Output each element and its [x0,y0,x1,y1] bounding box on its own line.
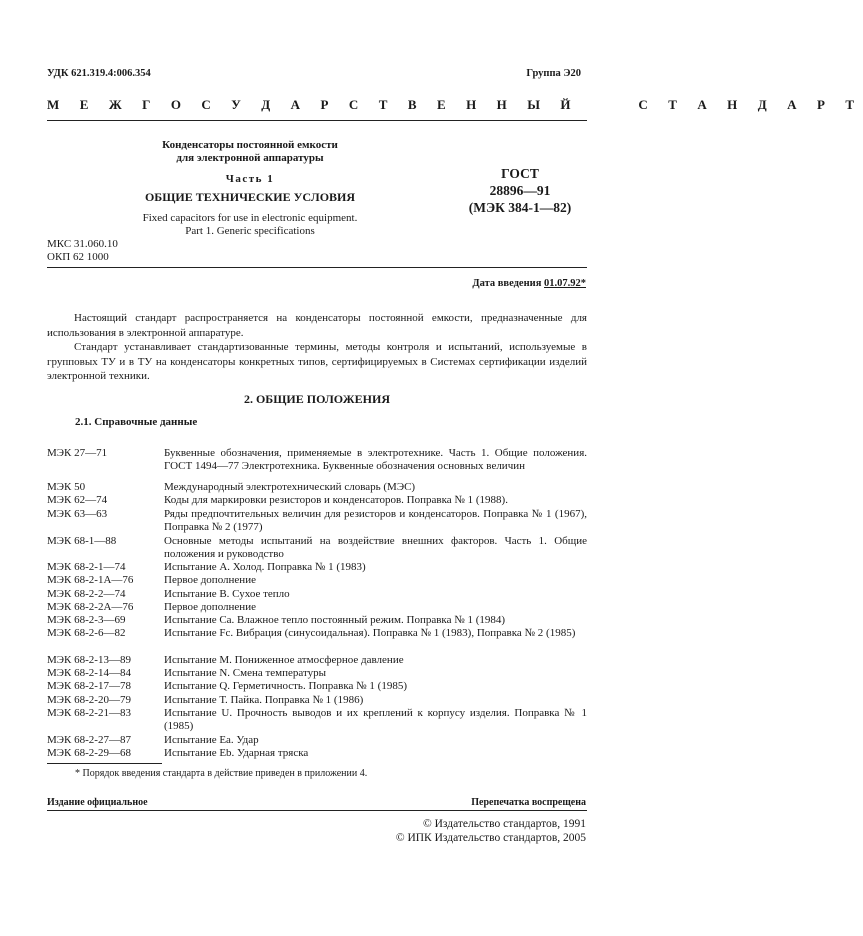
reference-description: Испытание Еb. Ударная тряска [164,747,309,759]
reference-code: МЭК 50 [47,481,86,493]
reprint-notice: Перепечатка воспрещена [471,797,586,808]
reference-description: Буквенные обозначения, применяемые в электротехнике. Часть 1. Общие положения. ГОСТ 1494—77 Электротехника. Буквенные обозначения основных величин [164,447,587,472]
reference-code: МЭК 68-2-3—69 [47,614,126,626]
reference-description: Ряды предпочтительных величин для резисторов и конденсаторов. Поправка № 1 (1967), Поправка № 2 (1977) [164,508,587,533]
reference-description: Международный электротехнический словарь (МЭС) [164,481,416,493]
okp-code: ОКП 62 1000 [47,251,109,263]
copyright-2: © ИПК Издательство стандартов, 2005 [395,832,586,844]
mks-code: МКС 31.060.10 [47,238,118,250]
reference-code: МЭК 68-2-14—84 [47,667,131,679]
english-title-2: Part 1. Generic specifications [185,225,315,237]
reference-code: МЭК 68-2-6—82 [47,627,126,639]
header-divider [47,120,587,121]
reference-code: МЭК 68-2-2А—76 [47,601,134,613]
reference-description: Первое дополнение [164,601,256,613]
paragraph-terms: Стандарт устанавливает стандартизованные термины, методы контроля и испытаний, используемые в групповых ТУ и в ТУ на конденсаторы конкретных типов, сертифицируемых в Системах сертификации изделий электронной техники. [47,341,587,382]
reference-code: МЭК 68-2-17—78 [47,680,131,692]
intro-date-label: Дата введения [472,278,542,289]
reference-description: Испытание В. Сухое тепло [164,588,290,600]
intro-date-value: 01.07.92* [544,278,586,289]
reference-description: Первое дополнение [164,574,256,586]
reference-code: МЭК 68-2-1—74 [47,561,126,573]
footer-divider [47,810,587,811]
title-line-1: Конденсаторы постоянной емкости [162,139,338,151]
gost-label: ГОСТ [501,166,539,181]
part-label: Часть 1 [225,173,275,185]
group-code: Группа Э20 [526,68,581,79]
reference-code: МЭК 68-2-29—68 [47,747,131,759]
copyright-1: © Издательство стандартов, 1991 [422,818,586,830]
iec-number: (МЭК 384-1—82) [468,200,572,215]
footnote: * Порядок введения стандарта в действие приведен в приложении 4. [75,768,368,779]
reference-description: Коды для маркировки резисторов и конденсаторов. Поправка № 1 (1988). [164,494,508,506]
reference-description: Испытание U. Прочность выводов и их креплений к корпусу изделия. Поправка № 1 (1985) [164,707,587,732]
reference-description: Испытание М. Пониженное атмосферное давление [164,654,404,666]
interstate-standard-heading: М Е Ж Г О С У Д А Р С Т В Е Н Н Ы Й С Т А Н Д А Р Т [47,97,863,112]
footnote-divider [47,763,162,764]
intro-date [472,278,586,289]
reference-code: МЭК 62—74 [47,494,108,506]
title-line-2: для электронной аппаратуры [176,152,324,164]
reference-code: МЭК 68-2-1А—76 [47,574,134,586]
general-title: ОБЩИЕ ТЕХНИЧЕСКИЕ УСЛОВИЯ [144,190,356,204]
reference-code: МЭК 68-2-27—87 [47,734,131,746]
reference-code: МЭК 68-2-21—83 [47,707,131,719]
reference-code: МЭК 68-2-13—89 [47,654,131,666]
reference-description: Испытание Еа. Удар [164,734,259,746]
title-divider [47,267,587,268]
reference-description: Испытание N. Смена температуры [164,667,327,679]
subsection-heading: 2.1. Справочные данные [75,416,198,428]
gost-number: 28896—91 [489,183,551,198]
reference-code: МЭК 68-1—88 [47,535,117,547]
reference-description: Основные методы испытаний на воздействие внешних факторов. Часть 1. Общие положения и руководство [164,535,587,560]
official-edition: Издание официальное [47,797,148,808]
reference-code: МЭК 63—63 [47,508,108,520]
reference-code: МЭК 68-2-2—74 [47,588,126,600]
paragraph-scope: Настоящий стандарт распространяется на конденсаторы постоянной емкости, предназначенные для использования в электронной аппаратуре. [47,312,587,339]
section-heading: 2. ОБЩИЕ ПОЛОЖЕНИЯ [243,392,391,406]
reference-description: Испытание Q. Герметичность. Поправка № 1 (1985) [164,680,407,692]
reference-code: МЭК 27—71 [47,447,108,459]
reference-code: МЭК 68-2-20—79 [47,694,131,706]
english-title-1: Fixed capacitors for use in electronic equipment. [142,212,358,224]
reference-description: Испытание Fc. Вибрация (синусоидальная). Поправка № 1 (1983), Поправка № 2 (1985) [164,627,576,639]
reference-description: Испытание А. Холод. Поправка № 1 (1983) [164,561,366,573]
reference-description: Испытание Са. Влажное тепло постоянный режим. Поправка № 1 (1984) [164,614,506,626]
udk-code: УДК 621.319.4:006.354 [47,68,151,79]
reference-description: Испытание Т. Пайка. Поправка № 1 (1986) [164,694,364,706]
